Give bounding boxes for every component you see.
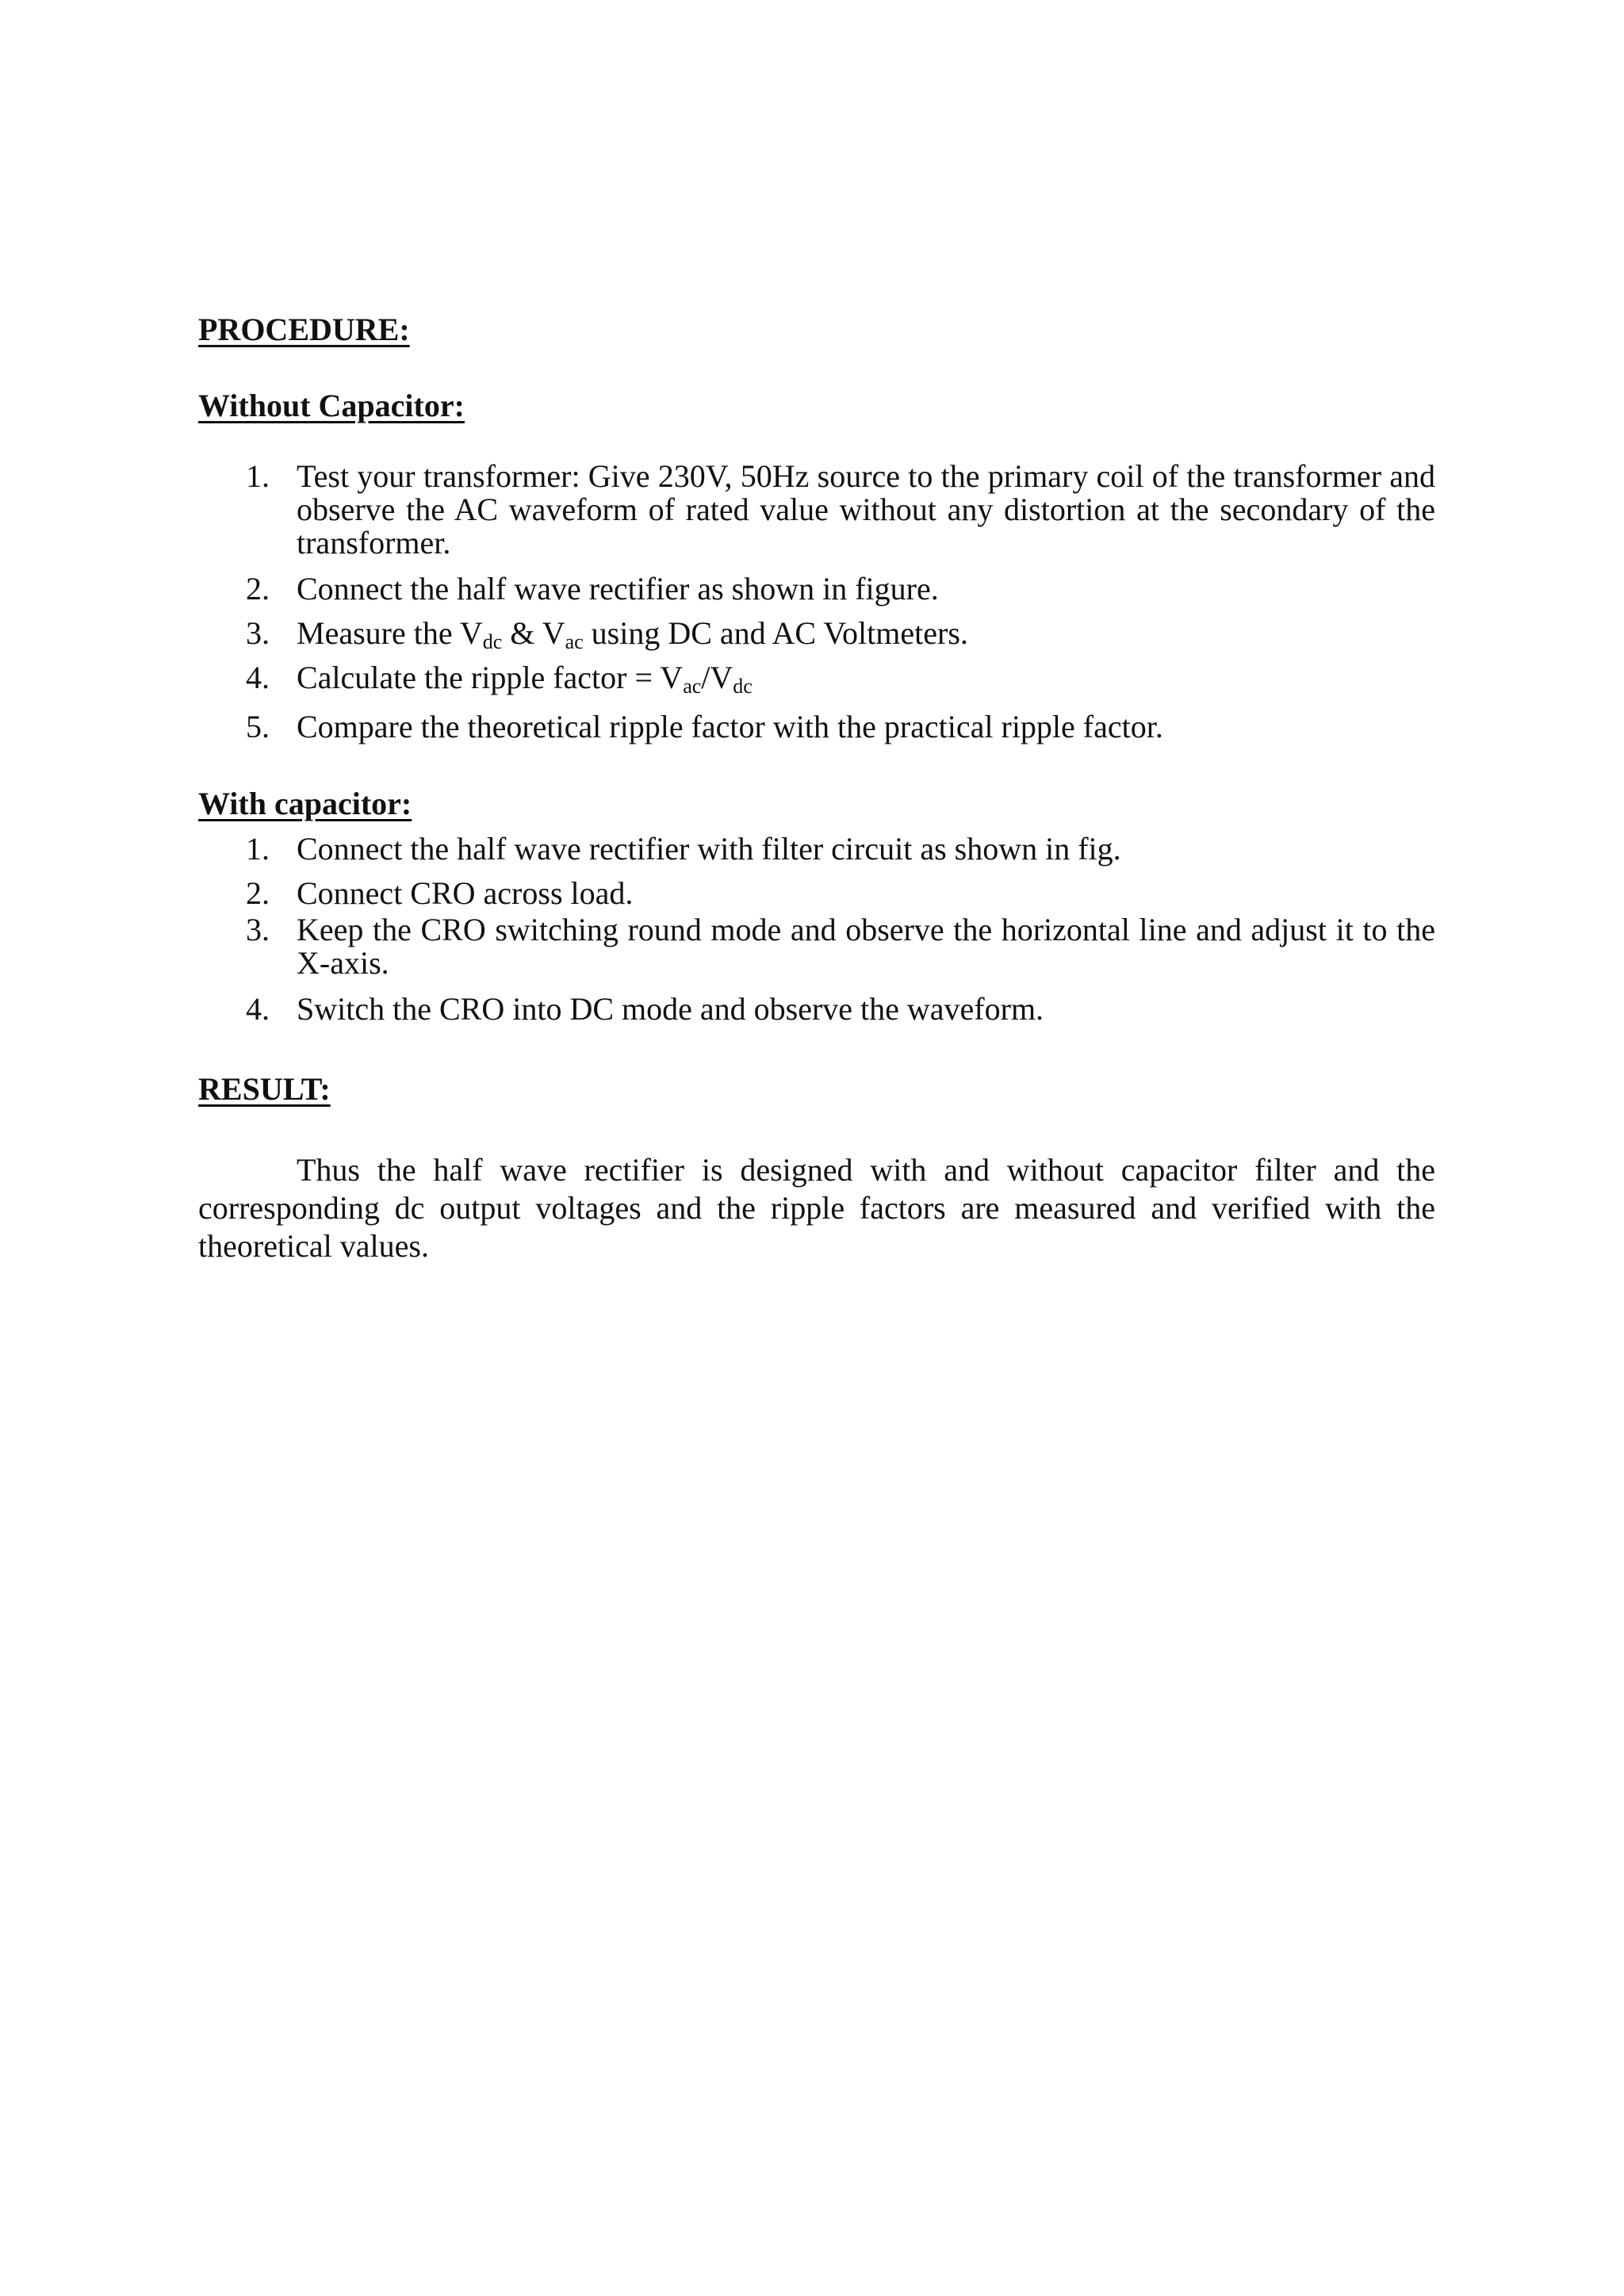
- step-text: Connect the half wave rectifier with filter circuit as shown in fig.: [297, 831, 1121, 867]
- subscript: dc: [482, 630, 503, 653]
- procedure-heading: PROCEDURE:: [198, 312, 410, 347]
- result-paragraph: Thus the half wave rectifier is designed with and without capacitor filter and the corresponding dc output voltages and the ripple factors are measured and verified with the theoretical values.: [198, 1152, 1435, 1264]
- step-text: Measure the $V_{dc}$ & $V_{ac}$ using DC and AC Voltmeters.: [297, 615, 968, 653]
- step-number: 1.: [246, 831, 270, 867]
- step-text: Connect CRO across load.: [297, 875, 634, 911]
- step-number: 3.: [246, 615, 270, 651]
- step-text: Keep the CRO switching round mode and observe the horizontal line and adjust it to the X-axis.: [297, 912, 1435, 981]
- step-number: 4.: [246, 991, 270, 1027]
- step-number: 3.: [246, 912, 270, 947]
- subscript: dc: [733, 675, 753, 698]
- step-text: Connect the half wave rectifier as shown in figure.: [297, 571, 939, 607]
- result-heading: RESULT:: [198, 1071, 331, 1107]
- step-text: Switch the CRO into DC mode and observe the waveform.: [297, 991, 1044, 1027]
- step-number: 1.: [246, 458, 270, 494]
- step-number: 2.: [246, 875, 270, 911]
- without-capacitor-heading: Without Capacitor:: [198, 388, 465, 423]
- step-text: Calculate the ripple factor = $V_{ac}/V_{dc}$: [297, 660, 753, 698]
- step-number: 4.: [246, 660, 270, 695]
- step-text: Compare the theoretical ripple factor with the practical ripple factor.: [297, 709, 1163, 744]
- subscript: ac: [683, 675, 702, 698]
- with-capacitor-heading: With capacitor:: [198, 786, 412, 821]
- subscript: ac: [565, 630, 584, 653]
- step-number: 5.: [246, 709, 270, 744]
- step-number: 2.: [246, 571, 270, 607]
- step-text: Test your transformer: Give 230V, 50Hz source to the primary coil of the transformer and observe the AC waveform of rated value without any distortion at the secondary of the transformer.: [297, 458, 1435, 561]
